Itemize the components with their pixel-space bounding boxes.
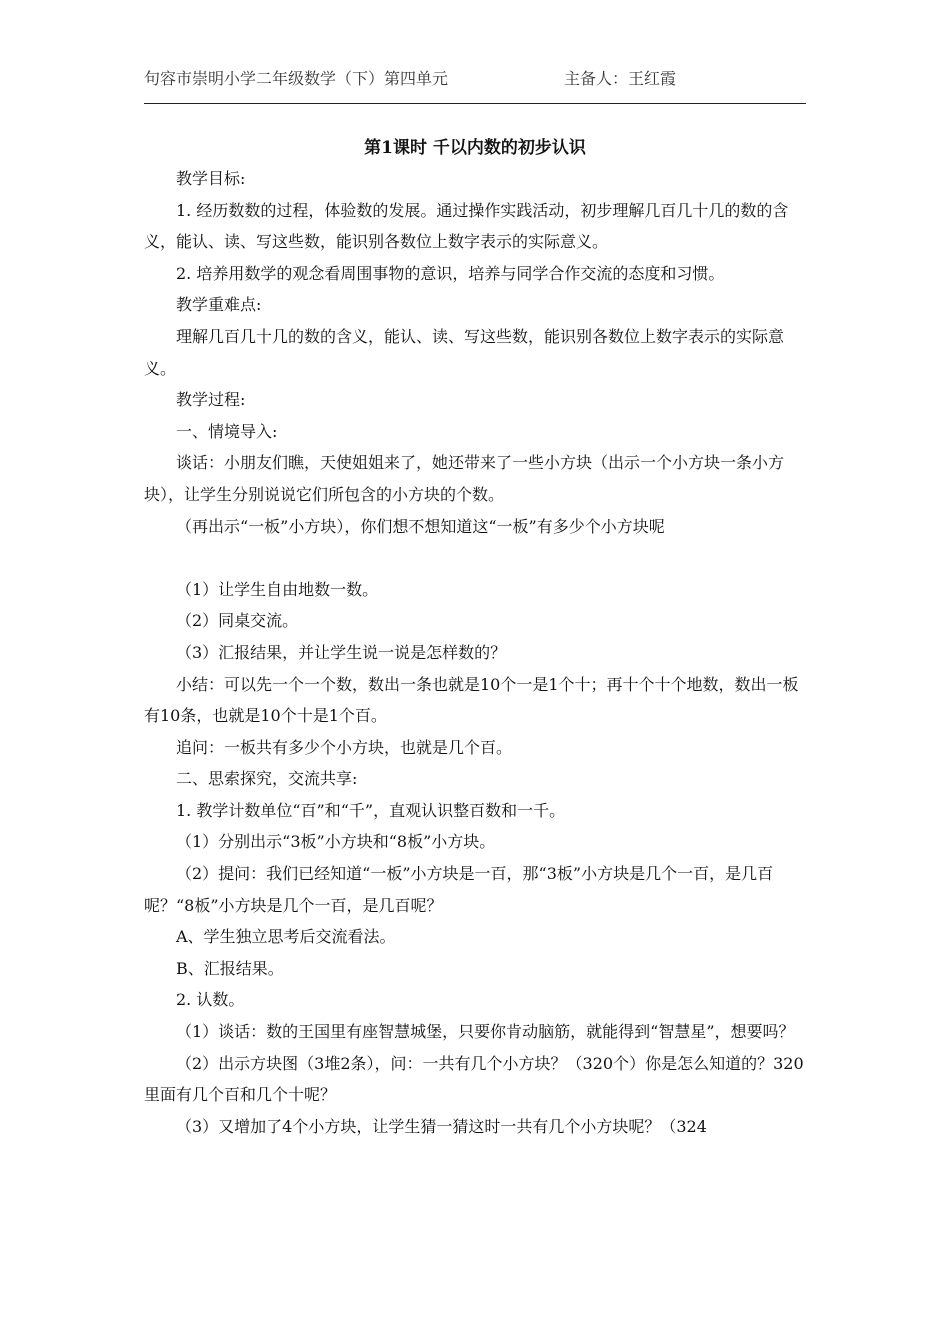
paragraph: （2）同桌交流。 [176, 611, 299, 631]
paragraph: （3）汇报结果，并让学生说一说是怎样数的？ [176, 642, 507, 662]
paragraph: 追问：一板共有多少个小方块，也就是几个百。 [176, 737, 513, 757]
paragraph: A、学生独立思考后交流看法。 [176, 927, 396, 947]
blank-line [144, 542, 806, 574]
paragraph: 二、思索探究，交流共享: [176, 769, 358, 789]
header-school-unit: 句容市崇明小学二年级数学（下）第四单元 [144, 69, 449, 88]
paragraph: 小结：可以先一个一个数，数出一条也就是10个一是1个十；再十个十个地数，数出一板有10条，也就是10个十是1个百。 [144, 674, 799, 726]
paragraph: 2. 认数。 [176, 990, 245, 1010]
paragraph: 教学目标: [176, 169, 246, 188]
paragraph: 一、情境导入: [176, 421, 278, 441]
paragraph: （再出示“一板”小方块），你们想不想知道这“一板”有多少个小方块呢 [176, 516, 665, 536]
paragraph: （1）分别出示“3板”小方块和“8板”小方块。 [176, 832, 496, 852]
paragraph: 1. 经历数数的过程，体验数的发展。通过操作实践活动，初步理解几百几十几的数的含义，能认、读、写这些数，能识别各数位上数字表示的实际意义。 [144, 200, 789, 252]
page-header [144, 62, 806, 102]
paragraph: （3）又增加了4个小方块，让学生猜一猜这时一共有几个小方块呢？（324 [176, 1116, 707, 1136]
header-divider [144, 103, 806, 104]
paragraph: 1. 教学计数单位“百”和“千”，直观认识整百数和一千。 [176, 800, 566, 820]
lesson-body [144, 163, 806, 1142]
paragraph: 谈话：小朋友们瞧，天使姐姐来了，她还带来了一些小方块（出示一个小方块一条小方块），让学生分别说说它们所包含的小方块的个数。 [144, 453, 785, 504]
paragraph: 教学过程: [176, 390, 246, 410]
lesson-title: 第1课时 千以内数的初步认识 [364, 138, 586, 158]
paragraph: （2）出示方块图（3堆2条），问：一共有几个小方块？（320个）你是怎么知道的？320里面有几个百和几个十呢？ [144, 1053, 804, 1105]
paragraph: （1）让学生自由地数一数。 [176, 579, 379, 599]
paragraph: 教学重难点: [176, 295, 262, 315]
paragraph: （2）提问：我们已经知道“一板”小方块是一百，那“3板”小方块是几个一百，是几百呢？“8板”小方块是几个一百，是几百呢？ [144, 864, 774, 915]
header-author: 主备人：王红霞 [564, 69, 677, 88]
paragraph: （1）谈话：数的王国里有座智慧城堡，只要你肯动脑筋，就能得到“智慧星”，想要吗？ [176, 1022, 795, 1042]
paragraph: 理解几百几十几的数的含义，能认、读、写这些数，能识别各数位上数字表示的实际意义。 [144, 326, 785, 378]
paragraph: B、汇报结果。 [176, 958, 284, 978]
paragraph: 2. 培养用数学的观念看周围事物的意识，培养与同学合作交流的态度和习惯。 [176, 263, 725, 283]
